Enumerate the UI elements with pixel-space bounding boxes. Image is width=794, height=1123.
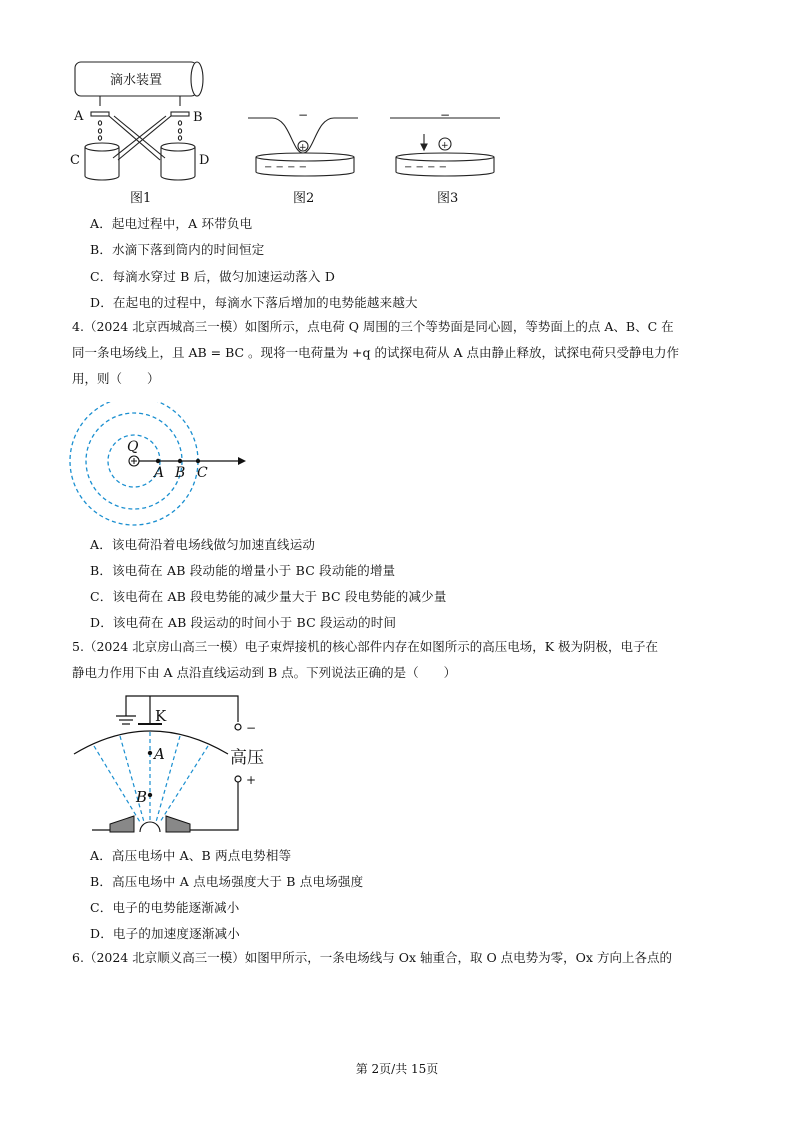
q4-text-line3: 用，则（ ） [72,371,160,386]
aperture [140,822,160,832]
top-figures [0,0,794,215]
b-label: B [136,788,148,806]
fig2-plus: + [299,143,307,153]
can-d-label: D [199,153,210,168]
q4-option-d: D．该电荷在 AB 段运动的时间小于 BC 段运动的时间 [90,615,397,630]
b-label: B [175,465,186,481]
c-label: C [197,465,208,481]
q6-number: 6. [72,950,84,965]
point-c [196,459,200,463]
field-lines [94,732,208,822]
q3-option-c: C．每滴水穿过 B 后，做匀加速运动落入 D [90,269,336,284]
q3-option-a: A．起电过程中，A 环带负电 [90,216,253,231]
q4-option-c: C．该电荷在 AB 段电势能的减少量大于 BC 段电势能的减少量 [90,589,447,604]
q5-text-line1: 电子束焊接机的核心部件内存在如图所示的高压电场，K 极为阴极，电子在 [244,639,659,654]
wire-top [126,696,238,722]
point-b [148,793,152,797]
q5-option-b: B．高压电场中 A 点电场强度大于 B 点电场强度 [90,874,364,889]
q3-option-d: D．在起电的过程中，每滴水下落后增加的电势能越来越大 [90,295,418,310]
q3-option-b: B．水滴下落到筒内的时间恒定 [90,242,265,257]
fig2-minus: − [298,108,309,122]
point-b [178,459,182,463]
fig3-minus: − [440,108,451,122]
fig3-plus: + [441,141,449,151]
ring-b-label: B [193,110,203,125]
q4-figure [60,402,260,530]
anode-left [110,816,134,832]
k-label: K [155,707,167,725]
q5-option-c: C．电子的电势能逐渐减小 [90,900,240,915]
q5-text-line2: 静电力作用下由 A 点沿直线运动到 B 点。下列说法正确的是（ ） [72,665,457,680]
q-label: Q [127,439,139,455]
a-label: A [154,745,165,763]
q4-option-a: A．该电荷沿着电场线做匀加速直线运动 [90,537,316,552]
q4-text-line2: 同一条电场线上，且 AB = BC 。现将一电荷量为 +q 的试探电荷从 A 点由静止释放，试探电荷只受静电力作 [72,345,679,360]
q4-number: 4. [72,319,84,334]
high-voltage-label: 高压 [230,748,264,768]
device-label: 滴水装置 [110,73,163,88]
page-footer: 第 2页/共 15页 [355,1062,439,1076]
question-4 [72,314,694,392]
a-label: A [154,465,165,481]
plus-terminal-label: + [246,773,257,787]
can-c-label: C [70,153,80,168]
cathode-dome [74,731,228,754]
fig1-caption: 图1 [130,191,152,206]
q4-option-b: B．该电荷在 AB 段动能的增量小于 BC 段动能的增量 [90,563,396,578]
point-a [148,751,152,755]
question-6 [72,945,694,971]
q5-source: （2024 北京房山高三一模） [83,639,245,654]
fig2-caption: 图2 [293,191,315,206]
fig3-caption: 图3 [437,191,459,206]
q5-figure [60,690,290,840]
q4-text-line1: 如图所示，点电荷 Q 周围的三个等势面是同心圆，等势面上的点 A、B、C 在 [244,319,674,334]
q4-source: （2024 北京西城高三一模） [83,319,245,334]
q5-option-a: A．高压电场中 A、B 两点电势相等 [90,848,292,863]
fig3-plate-charges: − − − − [404,162,448,173]
q5-number: 5. [72,639,84,654]
ring-a-label: A [74,109,84,124]
q5-option-d: D．电子的加速度逐渐减小 [90,926,240,941]
question-5 [72,634,694,686]
point-a [156,459,160,463]
q6-source: （2024 北京顺义高三一模） [83,950,245,965]
fig2-plate-charges: − − − − [264,162,308,173]
q6-text-line1: 如图甲所示，一条电场线与 Ox 轴重合，取 O 点电势为零，Ox 方向上各点的 [244,950,672,965]
field-line-arrow [238,457,246,465]
minus-terminal-label: − [246,721,257,735]
anode-right [166,816,190,832]
